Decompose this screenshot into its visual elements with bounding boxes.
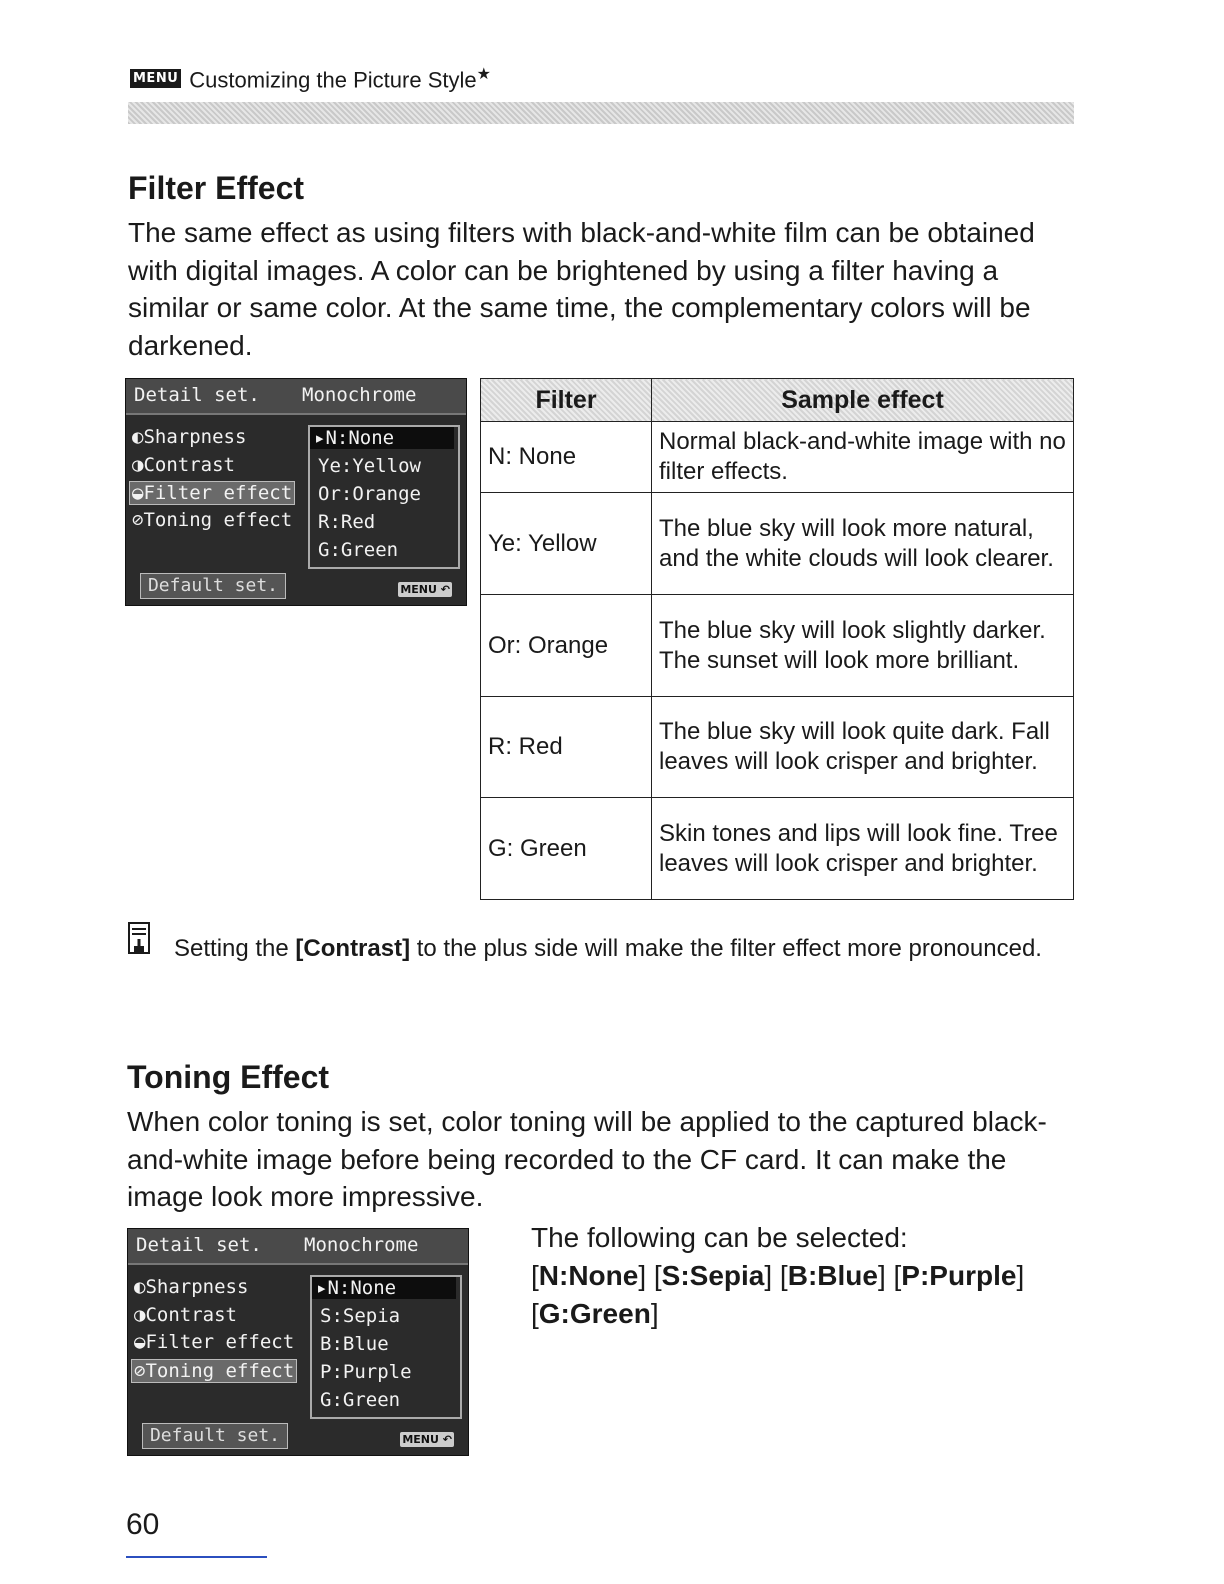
page-number: 60 — [126, 1508, 160, 1541]
note-icon — [128, 922, 150, 954]
lcd-title-left: Detail set. — [134, 384, 260, 406]
menu-back-icon[interactable]: MENU ↶ — [402, 1433, 452, 1446]
lcd-item-toning-effect[interactable]: ⊘Toning effect — [131, 1359, 297, 1383]
lcd-title-right: Monochrome — [304, 1234, 419, 1256]
lcd-item-sharpness[interactable]: ◐Sharpness — [134, 1276, 249, 1298]
lcd-item-contrast[interactable]: ◑Contrast — [132, 454, 235, 476]
lcd-option-orange[interactable]: Or:Orange — [318, 483, 421, 505]
table-row — [481, 798, 1074, 900]
toning-option-blue: B:Blue — [787, 1260, 878, 1291]
effect-cell: Normal black-and-white image with no filter effects. — [652, 422, 1074, 493]
lcd-title-left: Detail set. — [136, 1234, 262, 1256]
lcd-toning-screen — [127, 1228, 469, 1456]
toning-option-sepia: S:Sepia — [661, 1260, 765, 1291]
header-bar — [128, 102, 1074, 124]
table-row — [481, 493, 1074, 595]
toning-effect-heading: Toning Effect — [127, 1059, 330, 1095]
note-bold: [Contrast] — [295, 935, 411, 962]
menu-badge: MENU — [130, 69, 181, 88]
lcd-option-sepia[interactable]: S:Sepia — [320, 1305, 401, 1327]
menu-back-icon[interactable]: MENU ↶ — [400, 583, 450, 596]
toning-effect-body: When color toning is set, color toning will be applied to the captured black-and-white image before being recorded to the CF card. It can make the image look more impressive. — [127, 1106, 1047, 1212]
effect-cell: Skin tones and lips will look fine. Tree leaves will look crisper and brighter. — [652, 798, 1074, 900]
toning-options-text: The following can be selected: [N:None] [S:Sepia] [B:Blue] [P:Purple] [G:Green] — [531, 1222, 1025, 1329]
lcd-header — [128, 1229, 468, 1265]
lcd-option-yellow[interactable]: Ye:Yellow — [318, 455, 421, 477]
lcd-option-green[interactable]: G:Green — [318, 539, 399, 561]
effect-cell: The blue sky will look quite dark. Fall leaves will look crisper and brighter. — [652, 697, 1074, 798]
table-row — [481, 697, 1074, 798]
page-header — [130, 64, 491, 93]
note-suffix: to the plus side will make the filter effect more pronounced. — [410, 935, 1042, 962]
filter-effect-heading: Filter Effect — [128, 170, 305, 206]
effect-cell: The blue sky will look more natural, and the white clouds will look clearer. — [652, 493, 1074, 595]
col-effect-header: Sample effect — [652, 379, 1074, 422]
lcd-item-sharpness[interactable]: ◐Sharpness — [132, 426, 247, 448]
lcd-option-none[interactable]: ▸N:None — [310, 427, 454, 449]
default-set-button[interactable]: Default set. — [140, 573, 286, 599]
table-header-row — [481, 379, 1074, 422]
toning-option-green: G:Green — [538, 1298, 651, 1329]
note-prefix: Setting the — [174, 935, 296, 962]
lcd-option-red[interactable]: R:Red — [318, 511, 376, 533]
col-filter-header: Filter — [481, 379, 652, 422]
filter-cell: Or: Orange — [481, 595, 652, 697]
lcd-title-right: Monochrome — [302, 384, 417, 406]
lcd-option-green[interactable]: G:Green — [320, 1389, 401, 1411]
note-text — [174, 932, 1042, 966]
filter-cell: Ye: Yellow — [481, 493, 652, 595]
lcd-item-toning-effect[interactable]: ⊘Toning effect — [132, 509, 293, 531]
toning-option-none: N:None — [538, 1260, 639, 1291]
lcd-option-list — [310, 1275, 462, 1419]
lcd-header — [126, 379, 466, 415]
star-icon: ★ — [476, 66, 491, 83]
filter-cell: R: Red — [481, 697, 652, 798]
lcd-item-filter-effect[interactable]: ◒Filter effect — [129, 481, 295, 505]
filter-effect-body: The same effect as using filters with black-and-white film can be obtained with digital images. A color can be brightened by using a filter having a similar or same color. At the same time, the complementary colors will be darkened. — [128, 217, 1035, 361]
table-row — [481, 595, 1074, 697]
lcd-option-none[interactable]: ▸N:None — [312, 1277, 456, 1299]
filter-table — [480, 378, 1074, 900]
lcd-option-list — [308, 425, 460, 569]
effect-cell: The blue sky will look slightly darker. The sunset will look more brilliant. — [652, 595, 1074, 697]
lcd-item-contrast[interactable]: ◑Contrast — [134, 1304, 237, 1326]
header-title — [189, 64, 491, 93]
filter-cell: G: Green — [481, 798, 652, 900]
table-row — [481, 422, 1074, 493]
lcd-option-purple[interactable]: P:Purple — [320, 1361, 412, 1383]
header-title-text: Customizing the Picture Style — [189, 67, 477, 93]
lcd-item-filter-effect[interactable]: ◒Filter effect — [134, 1331, 295, 1353]
toning-options-intro: The following can be selected: — [531, 1222, 908, 1253]
toning-option-purple: P:Purple — [901, 1260, 1017, 1291]
lcd-option-blue[interactable]: B:Blue — [320, 1333, 389, 1355]
default-set-button[interactable]: Default set. — [142, 1423, 288, 1449]
filter-cell: N: None — [481, 422, 652, 493]
page-rule — [126, 1556, 267, 1558]
lcd-filter-screen — [125, 378, 467, 606]
